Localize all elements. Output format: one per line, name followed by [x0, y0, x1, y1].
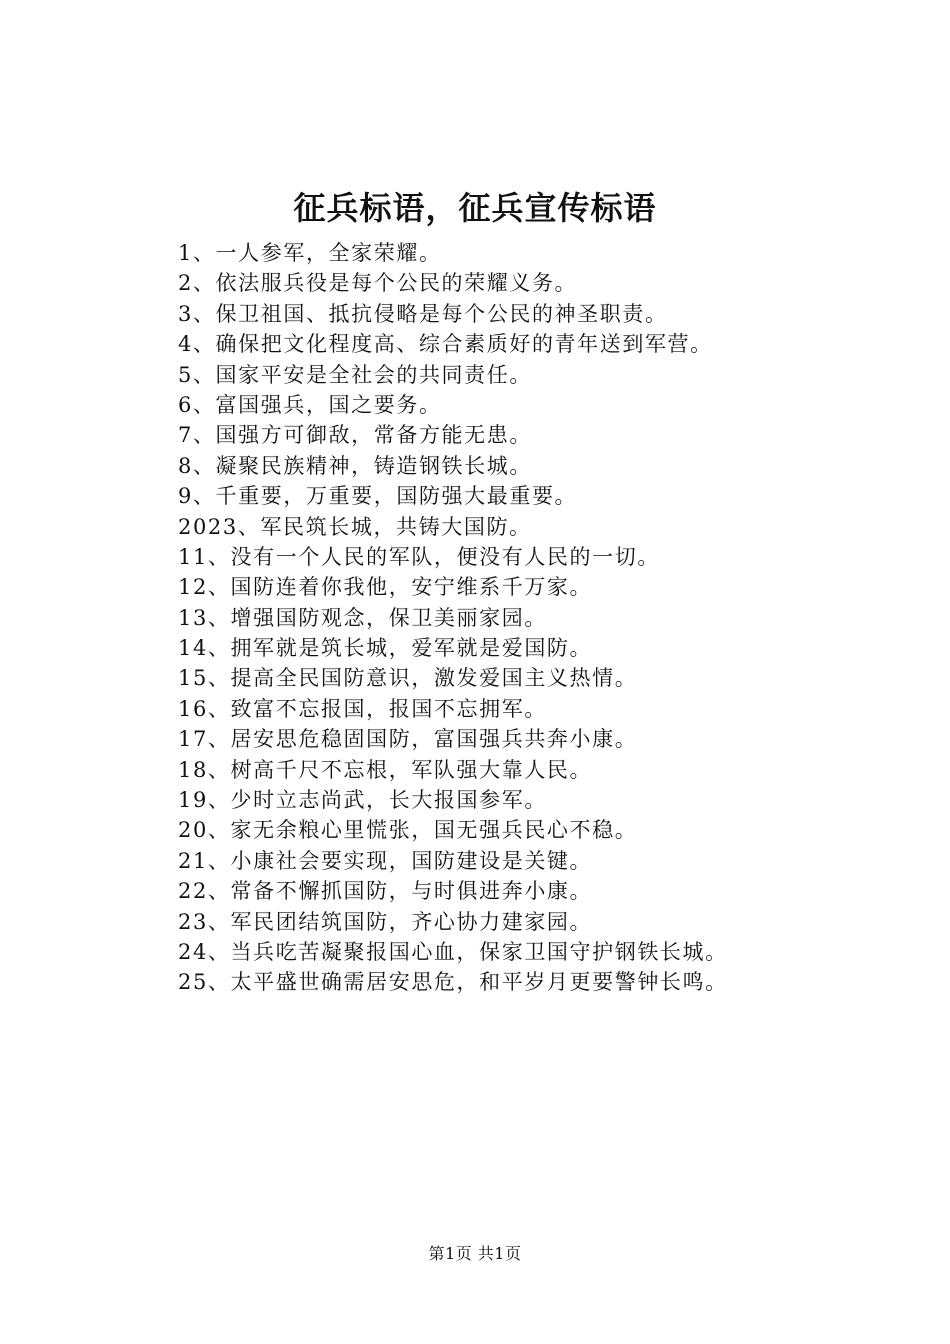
list-item: 22、常备不懈抓国防，与时俱进奔小康。: [178, 879, 593, 904]
list-item: 4、确保把文化程度高、综合素质好的青年送到军营。: [178, 332, 713, 357]
page-footer: 第1页 共1页: [428, 1244, 522, 1263]
list-item: 16、致富不忘报国，报国不忘拥军。: [178, 696, 547, 721]
list-item: 8、凝聚民族精神，铸造钢铁长城。: [178, 453, 532, 478]
list-item: 13、增强国防观念，保卫美丽家园。: [178, 605, 547, 630]
list-item: 18、树高千尺不忘根，军队强大靠人民。: [178, 757, 593, 782]
list-item: 14、拥军就是筑长城，爱军就是爱国防。: [178, 636, 593, 661]
slogan-list: [178, 238, 878, 998]
list-item: 3、保卫祖国、抵抗侵略是每个公民的神圣职责。: [178, 301, 668, 326]
list-item: 6、富国强兵，国之要务。: [178, 392, 442, 417]
list-item: 21、小康社会要实现，国防建设是关键。: [178, 848, 593, 873]
list-item: 11、没有一个人民的军队，便没有人民的一切。: [178, 544, 660, 569]
list-item: 2、依法服兵役是每个公民的荣耀义务。: [178, 271, 578, 296]
list-item: 23、军民团结筑国防，齐心协力建家园。: [178, 909, 593, 934]
list-item: 2023、军民筑长城，共铸大国防。: [178, 514, 532, 539]
list-item: 24、当兵吃苦凝聚报国心血，保家卫国守护钢铁长城。: [178, 939, 728, 964]
list-item: 17、居安思危稳固国防，富国强兵共奔小康。: [178, 727, 638, 752]
list-item: 9、千重要，万重要，国防强大最重要。: [178, 484, 578, 509]
list-item: 1、一人参军，全家荣耀。: [178, 241, 442, 265]
document-title: 征兵标语，征兵宣传标语: [293, 189, 657, 227]
list-item: 5、国家平安是全社会的共同责任。: [178, 362, 532, 387]
list-item: 15、提高全民国防意识，激发爱国主义热情。: [178, 666, 638, 691]
list-item: 25、太平盛世确需居安思危，和平岁月更要警钟长鸣。: [178, 970, 728, 995]
list-item: 20、家无余粮心里慌张，国无强兵民心不稳。: [178, 818, 638, 843]
list-item: 19、少时立志尚武，长大报国参军。: [178, 788, 547, 813]
list-item: 12、国防连着你我他，安宁维系千万家。: [178, 575, 593, 600]
list-item: 7、国强方可御敌，常备方能无患。: [178, 423, 532, 448]
